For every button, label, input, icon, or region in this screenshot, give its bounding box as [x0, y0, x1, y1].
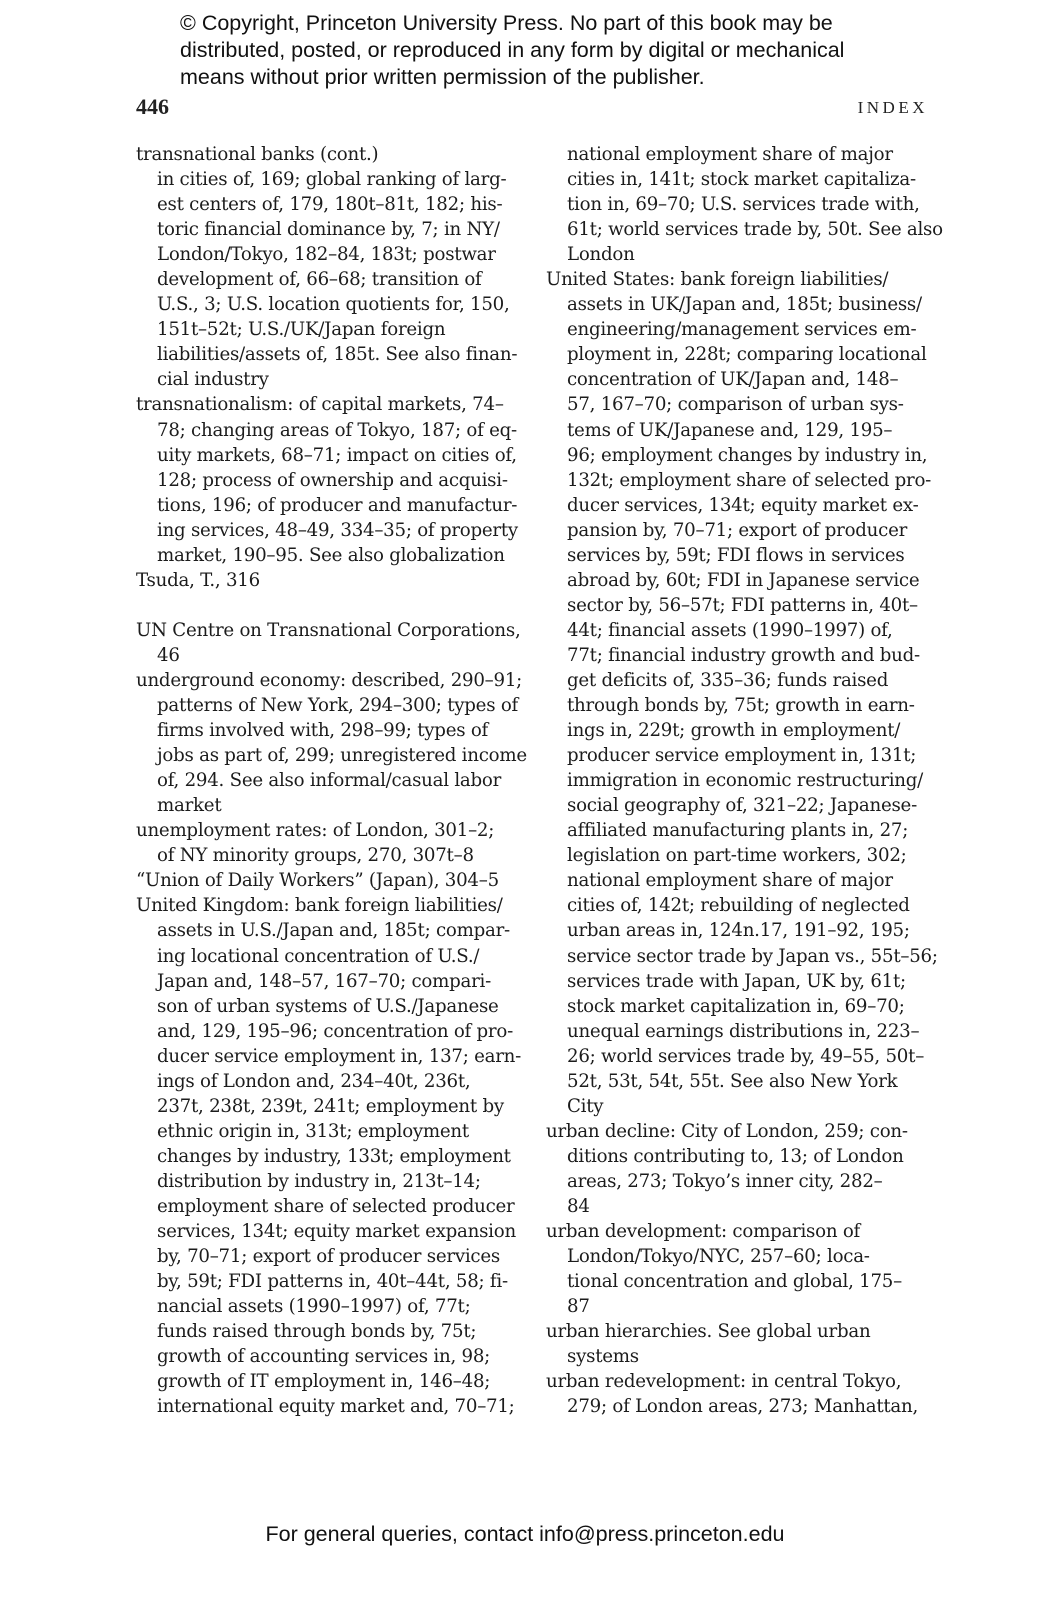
copyright-notice — [180, 10, 940, 91]
index-entry-line: urban redevelopment: in central Tokyo, — [546, 1371, 902, 1393]
index-subline: jobs as part of, 299; unregistered income — [157, 745, 527, 767]
index-subline: stock market capitalization in, 69–70; — [567, 995, 905, 1017]
index-subline: market, 190–95. See also globalization — [157, 544, 505, 566]
index-entry-line — [136, 593, 526, 618]
index-subline: unequal earnings distributions in, 223– — [567, 1020, 920, 1042]
index-subline: ing services, 48–49, 334–35; of property — [157, 519, 518, 541]
index-subline: ings of London and, 234–40t, 236t, — [157, 1070, 471, 1092]
index-subline: 61t; world services trade by, 50t. See also — [567, 219, 943, 241]
page-number: 446 — [136, 94, 169, 119]
index-subline: liabilities/assets of, 185t. See also finan- — [157, 344, 518, 366]
footer-contact: For general queries, contact info@press.princeton.edu — [265, 1522, 785, 1546]
index-subline: international equity market and, 70–71; — [157, 1396, 515, 1418]
index-subline: toric financial dominance by, 7; in NY/ — [157, 219, 500, 241]
index-subline: systems — [567, 1346, 639, 1368]
index-entry-line: United Kingdom: bank foreign liabilities/ — [136, 895, 503, 917]
index-subline: funds raised through bonds by, 75t; — [157, 1321, 477, 1343]
index-subline: assets in U.S./Japan and, 185t; compar- — [157, 920, 510, 942]
index-entry-line: underground economy: described, 290–91; — [136, 669, 523, 691]
index-subline: by, 59t; FDI patterns in, 40t–44t, 58; fi- — [157, 1271, 508, 1293]
index-subline: est centers of, 179, 180t–81t, 182; his- — [157, 194, 503, 216]
index-entry-line: Tsuda, T., 316 — [136, 569, 260, 591]
index-subline: of NY minority groups, 270, 307t–8 — [157, 845, 474, 867]
index-subline: London/Tokyo, 182–84, 183t; postwar — [157, 244, 496, 266]
copyright-notice-line: means without prior written permission of the publisher. — [180, 65, 705, 89]
index-subline: tion in, 69–70; U.S. services trade with, — [567, 194, 920, 216]
index-subline: 151t–52t; U.S./UK/Japan foreign — [157, 319, 446, 341]
index-subline: services by, 59t; FDI flows in services — [567, 544, 905, 566]
index-subline: City — [567, 1095, 604, 1117]
index-subline: urban areas in, 124n.17, 191–92, 195; — [567, 920, 910, 942]
index-subline: ing locational concentration of U.S./ — [157, 945, 480, 967]
index-subline: 84 — [567, 1195, 590, 1217]
index-subline: ings in, 229t; growth in employment/ — [567, 720, 901, 742]
index-subline: 44t; financial assets (1990–1997) of, — [567, 619, 893, 641]
index-subline: 87 — [567, 1296, 590, 1318]
index-subline: distribution by industry in, 213t–14; — [157, 1170, 481, 1192]
index-subline: service sector trade by Japan vs., 55t–56; — [567, 945, 938, 967]
index-subline: 77t; financial industry growth and bud- — [567, 644, 920, 666]
index-subline: 26; world services trade by, 49–55, 50t– — [567, 1045, 925, 1067]
index-subline: areas, 273; Tokyo’s inner city, 282– — [567, 1170, 883, 1192]
index-subline: growth of IT employment in, 146–48; — [157, 1371, 491, 1393]
index-subline: producer service employment in, 131t; — [567, 745, 917, 767]
index-entry-line: transnational banks (cont.) — [136, 144, 379, 165]
index-subline: pansion by, 70–71; export of producer — [567, 519, 908, 541]
index-subline: growth of accounting services in, 98; — [157, 1346, 491, 1368]
index-subline: 128; process of ownership and acquisi- — [157, 469, 508, 491]
index-subline: 46 — [157, 644, 180, 666]
index-subline: concentration of UK/Japan and, 148– — [567, 369, 899, 391]
index-subline: uity markets, 68–71; impact on cities of, — [157, 444, 517, 466]
index-subline: 237t, 238t, 239t, 241t; employment by — [157, 1095, 504, 1117]
index-entry-line: urban decline: City of London, 259; con- — [546, 1120, 908, 1142]
index-subline: ployment in, 228t; comparing locational — [567, 344, 927, 366]
index-subline: development of, 66–68; transition of — [157, 269, 482, 291]
copyright-notice-line: distributed, posted, or reproduced in any form by digital or mechanical — [180, 38, 845, 62]
index-subline: firms involved with, 298–99; types of — [157, 720, 489, 742]
index-subline: abroad by, 60t; FDI in Japanese service — [567, 569, 920, 591]
index-entry-line: urban hierarchies. See global urban — [546, 1321, 871, 1343]
index-subline: market — [157, 795, 222, 817]
index-subline: national employment share of major — [567, 870, 893, 892]
index-subline: 132t; employment share of selected pro- — [567, 469, 932, 491]
index-subline: 57, 167–70; comparison of urban sys- — [567, 394, 904, 416]
index-subline: London — [567, 244, 635, 266]
index-subline: cities of, 142t; rebuilding of neglected — [567, 895, 910, 917]
running-head: INDEX — [857, 98, 928, 117]
index-subline: patterns of New York, 294–300; types of — [157, 695, 518, 717]
index-entry-line: unemployment rates: of London, 301–2; — [136, 820, 495, 842]
index-subline: ethnic origin in, 313t; employment — [157, 1120, 469, 1142]
index-subline: ditions contributing to, 13; of London — [567, 1145, 904, 1167]
index-subline: tems of UK/Japanese and, 129, 195– — [567, 419, 893, 441]
index-entry-line: UN Centre on Transnational Corporations, — [136, 619, 521, 641]
index-subline: tions, 196; of producer and manufactur- — [157, 494, 518, 516]
index-subline: 78; changing areas of Tokyo, 187; of eq- — [157, 419, 517, 441]
index-subline: cities in, 141t; stock market capitaliza- — [567, 169, 916, 191]
index-subline: services, 134t; equity market expansion — [157, 1221, 516, 1243]
index-subline: 96; employment changes by industry in, — [567, 444, 928, 466]
index-subline: affiliated manufacturing plants in, 27; — [567, 820, 909, 842]
index-subline: U.S., 3; U.S. location quotients for, 150, — [157, 294, 510, 316]
index-subline: ducer service employment in, 137; earn- — [157, 1045, 522, 1067]
index-subline: social geography of, 321–22; Japanese- — [567, 795, 917, 817]
index-subline: assets in UK/Japan and, 185t; business/ — [567, 294, 922, 316]
index-subline: 279; of London areas, 273; Manhattan, — [567, 1396, 919, 1418]
index-entry-line: “Union of Daily Workers” (Japan), 304–5 — [136, 870, 499, 892]
index-column-left — [136, 142, 526, 1419]
index-subline: get deficits of, 335–36; funds raised — [567, 669, 889, 691]
index-subline: tional concentration and global, 175– — [567, 1271, 902, 1293]
index-subline: ducer services, 134t; equity market ex- — [567, 494, 919, 516]
index-subline: nancial assets (1990–1997) of, 77t; — [157, 1296, 471, 1318]
index-subline: and, 129, 195–96; concentration of pro- — [157, 1020, 513, 1042]
index-subline: by, 70–71; export of producer services — [157, 1246, 500, 1268]
index-entry-line: urban development: comparison of — [546, 1221, 861, 1243]
index-subline: in cities of, 169; global ranking of larg- — [157, 169, 507, 191]
index-subline: services trade with Japan, UK by, 61t; — [567, 970, 906, 992]
index-subline: through bonds by, 75t; growth in earn- — [567, 695, 915, 717]
index-subline: London/Tokyo/NYC, 257–60; loca- — [567, 1246, 870, 1268]
index-subline: son of urban systems of U.S./Japanese — [157, 995, 499, 1017]
index-subline: engineering/management services em- — [567, 319, 917, 341]
index-entry-line: United States: bank foreign liabilities/ — [546, 269, 889, 291]
index-subline: legislation on part-time workers, 302; — [567, 845, 907, 867]
index-subline: employment share of selected producer — [157, 1195, 515, 1217]
index-subline: national employment share of major — [567, 144, 893, 165]
index-subline: sector by, 56–57t; FDI patterns in, 40t– — [567, 594, 918, 616]
copyright-notice-line: © Copyright, Princeton University Press. No part of this book may be — [180, 11, 833, 35]
index-column-right — [546, 142, 941, 1419]
index-subline: 52t, 53t, 54t, 55t. See also New York — [567, 1070, 898, 1092]
index-subline: immigration in economic restructuring/ — [567, 770, 923, 792]
index-subline: changes by industry, 133t; employment — [157, 1145, 511, 1167]
index-subline: cial industry — [157, 369, 269, 391]
index-entry-line: transnationalism: of capital markets, 74– — [136, 394, 504, 416]
index-subline: of, 294. See also informal/casual labor — [157, 770, 502, 792]
index-subline: Japan and, 148–57, 167–70; compari- — [157, 970, 492, 992]
